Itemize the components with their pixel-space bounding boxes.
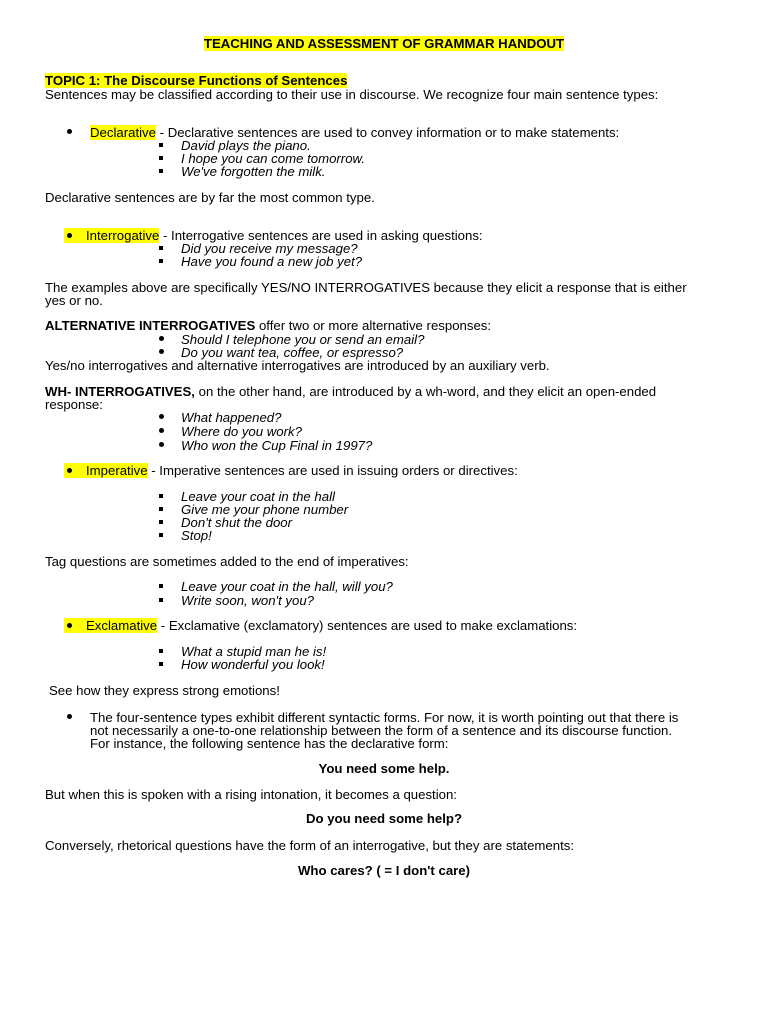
bullet-dot — [159, 336, 164, 341]
bullet-highlight — [64, 228, 86, 243]
example-item: Where do you work? — [181, 424, 302, 439]
example-item: Who won the Cup Final in 1997? — [181, 438, 373, 453]
bullet-dot — [159, 428, 164, 433]
centered-example: Do you need some help? — [305, 811, 463, 826]
exclamative-desc: - Exclamative (exclamatory) sentences are used to make exclamations: — [157, 618, 578, 633]
example-item: We've forgotten the milk. — [181, 164, 326, 179]
bullet-dot — [67, 233, 72, 238]
declarative-desc: - Declarative sentences are used to convey information or to make statements: — [155, 125, 620, 140]
bullet-highlight — [64, 463, 86, 478]
bullet-dot — [67, 468, 72, 473]
bullet-square — [159, 156, 163, 160]
alternative-line — [45, 318, 491, 333]
yes-no-note: The examples above are specifically YES/NO INTERROGATIVES because they elicit a response that is either — [45, 280, 687, 295]
tag-note: Tag questions are sometimes added to the end of imperatives: — [45, 554, 409, 569]
exclamative-label: Exclamative — [86, 618, 158, 633]
bullet-square — [159, 507, 163, 511]
interrogative-label: Interrogative — [86, 228, 160, 243]
example-item: Have you found a new job yet? — [181, 254, 363, 269]
bullet-square — [159, 584, 163, 588]
example-item: Leave your coat in the hall — [181, 489, 335, 504]
declarative-label: Declarative — [90, 125, 156, 140]
bullet-square — [159, 662, 163, 666]
bullet-square — [159, 520, 163, 524]
syntax-text: Conversely, rhetorical questions have the form of an interrogative, but they are statements: — [45, 838, 574, 853]
example-item: Leave your coat in the hall, will you? — [181, 579, 393, 594]
imperative-line — [64, 463, 518, 478]
alternative-note: Yes/no interrogatives and alternative interrogatives are introduced by an auxiliary verb. — [45, 358, 550, 373]
alternative-label: ALTERNATIVE INTERROGATIVES — [45, 318, 256, 333]
example-item: What a stupid man he is! — [181, 644, 327, 659]
example-item: Give me your phone number — [181, 502, 349, 517]
bullet-square — [159, 259, 163, 263]
exclamative-line — [64, 618, 577, 633]
syntax-text: But when this is spoken with a rising intonation, it becomes a question: — [45, 787, 457, 802]
exclamative-note: See how they express strong emotions! — [49, 683, 280, 698]
handout-title — [0, 36, 768, 51]
declarative-line — [90, 125, 619, 140]
bullet-dot — [67, 714, 72, 719]
bullet-dot — [159, 349, 164, 354]
bullet-highlight — [64, 618, 86, 633]
bullet-dot — [159, 442, 164, 447]
bullet-square — [159, 598, 163, 602]
syntax-text: The four-sentence types exhibit different syntactic forms. For now, it is worth pointing out that there is — [90, 710, 679, 725]
imperative-label: Imperative — [86, 463, 148, 478]
example-item: Did you receive my message? — [181, 241, 358, 256]
bullet-square — [159, 494, 163, 498]
intro-text: Sentences may be classified according to their use in discourse. We recognize four main sentence types: — [45, 87, 659, 102]
centered-example: Who cares? ( = I don't care) — [297, 863, 471, 878]
declarative-note: Declarative sentences are by far the most common type. — [45, 190, 375, 205]
bullet-square — [159, 246, 163, 250]
bullet-square — [159, 533, 163, 537]
bullet-square — [159, 143, 163, 147]
example-item: Write soon, won't you? — [181, 593, 314, 608]
wh-desc: on the other hand, are introduced by a wh-word, and they elicit an open-ended — [194, 384, 657, 399]
example-item: What happened? — [181, 410, 282, 425]
handout-title-text: TEACHING AND ASSESSMENT OF GRAMMAR HANDOUT — [203, 36, 565, 51]
example-item: How wonderful you look! — [181, 657, 325, 672]
interrogative-desc: - Interrogative sentences are used in asking questions: — [159, 228, 483, 243]
bullet-dot — [159, 414, 164, 419]
syntax-text: For instance, the following sentence has the declarative form: — [90, 736, 449, 751]
example-item: Should I telephone you or send an email? — [181, 332, 425, 347]
wh-desc: response: — [45, 397, 103, 412]
topic-heading-text: TOPIC 1: The Discourse Functions of Sentences — [45, 73, 348, 88]
centered-example: You need some help. — [318, 761, 450, 776]
bullet-square — [159, 649, 163, 653]
example-item: Stop! — [181, 528, 212, 543]
bullet-dot — [67, 129, 72, 134]
bullet-dot — [67, 623, 72, 628]
bullet-square — [159, 169, 163, 173]
example-item: Don't shut the door — [181, 515, 293, 530]
imperative-desc: - Imperative sentences are used in issuing orders or directives: — [147, 463, 518, 478]
example-item: David plays the piano. — [181, 138, 311, 153]
yes-no-note: yes or no. — [45, 293, 103, 308]
example-item: I hope you can come tomorrow. — [181, 151, 365, 166]
example-item: Do you want tea, coffee, or espresso? — [181, 345, 404, 360]
alternative-desc: offer two or more alternative responses: — [255, 318, 492, 333]
wh-line — [45, 384, 656, 399]
syntax-text: not necessarily a one-to-one relationship between the form of a sentence and its discourse function. — [90, 723, 673, 738]
topic-heading — [45, 73, 347, 88]
wh-label: WH- INTERROGATIVES, — [45, 384, 195, 399]
